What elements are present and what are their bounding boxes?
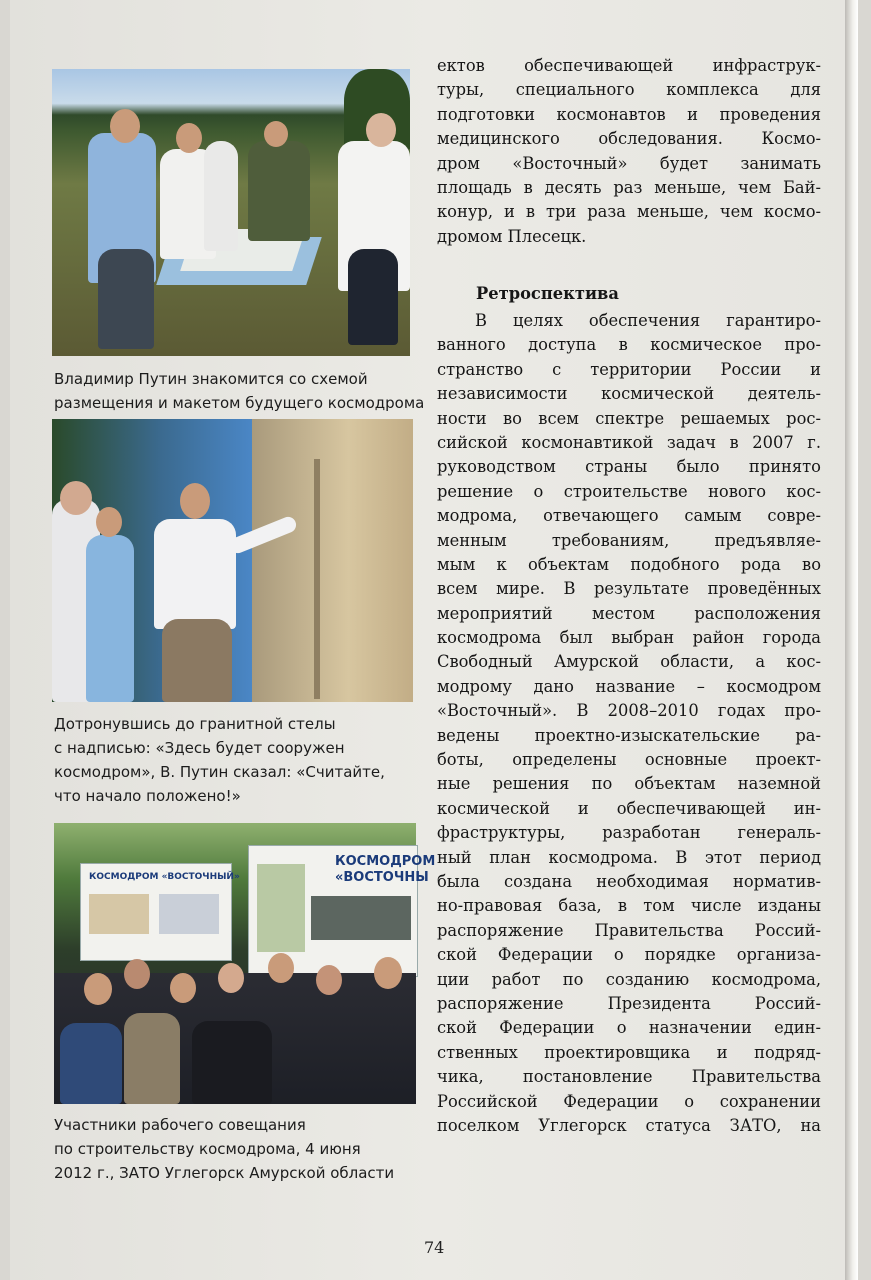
caption-line: Дотронувшись до гранитной стелы bbox=[54, 715, 336, 733]
caption-line: с надписью: «Здесь будет сооружен bbox=[54, 739, 345, 757]
photo-3-caption bbox=[54, 1113, 424, 1185]
text-line: была создана необходимая норматив- bbox=[437, 871, 821, 891]
text-line: чика, постановление Правительства bbox=[437, 1067, 821, 1087]
text-line: В целях обеспечения гарантиро- bbox=[475, 311, 821, 330]
text-line: мероприятий местом расположения bbox=[437, 603, 821, 623]
text-line: дромом Плесецк. bbox=[437, 226, 587, 246]
caption-line: Участники рабочего совещания bbox=[54, 1116, 306, 1134]
caption-line: по строительству космодрома, 4 июня bbox=[54, 1140, 361, 1158]
text-line: Российской Федерации о сохранении bbox=[437, 1091, 821, 1111]
page-number: 74 bbox=[424, 1238, 445, 1257]
section-heading: Ретроспектива bbox=[476, 284, 619, 303]
caption-line: космодром», В. Путин сказал: «Считайте, bbox=[54, 763, 385, 781]
text-line: ведены проектно-изыскательские ра- bbox=[437, 725, 821, 745]
text-line: космической и обеспечивающей ин- bbox=[437, 798, 821, 818]
text-line: космодрома был выбран район города bbox=[437, 628, 821, 648]
text-line: медицинского обследования. Космо- bbox=[437, 129, 821, 149]
text-line: менным требованиям, предъявляе- bbox=[437, 530, 821, 550]
text-line: ской Федерации о назначении един- bbox=[437, 1018, 821, 1038]
text-line: дром «Восточный» будет занимать bbox=[437, 153, 821, 173]
text-line: площадь в десять раз меньше, чем Бай- bbox=[437, 177, 821, 197]
text-line: руководством страны было принято bbox=[437, 457, 821, 477]
text-line: странство с территории России и bbox=[437, 359, 821, 379]
photo-putin-examining-layout bbox=[52, 69, 410, 356]
text-line: независимости космической деятель- bbox=[437, 384, 821, 404]
cosmodrome-board-left bbox=[80, 863, 240, 961]
text-line: решение о строительстве нового кос- bbox=[437, 481, 821, 501]
board-right-title-2: «ВОСТОЧНЫ bbox=[335, 870, 429, 885]
text-line: ный план космодрома. В этот период bbox=[437, 847, 821, 867]
photo-2-caption bbox=[54, 712, 424, 808]
text-line: конур, и в три раза меньше, чем космо- bbox=[437, 202, 821, 222]
text-line: распоряжение Президента Россий- bbox=[437, 993, 821, 1013]
board-right-title-1: КОСМОДРОМ bbox=[335, 854, 436, 869]
text-line: мым к объектам подобного рода во bbox=[437, 554, 821, 574]
caption-line: размещения и макетом будущего космодрома bbox=[54, 394, 425, 412]
text-line: модрома, отвечающего самым совре- bbox=[437, 506, 821, 526]
text-line: подготовки космонавтов и проведения bbox=[437, 104, 821, 124]
text-line: ской Федерации о порядке организа- bbox=[437, 945, 821, 965]
text-line: «Восточный». В 2008–2010 годах про- bbox=[437, 701, 821, 721]
text-line: боты, определены основные проект- bbox=[437, 750, 821, 770]
text-line: распоряжение Правительства Россий- bbox=[437, 920, 821, 940]
text-line: поселком Углегорск статуса ЗАТО, на bbox=[437, 1115, 821, 1135]
text-line: сийской космонавтикой задач в 2007 г. bbox=[437, 432, 821, 452]
text-line: ственных проектировщика и подряд- bbox=[437, 1042, 821, 1062]
photo-working-meeting bbox=[54, 823, 436, 1104]
intro-paragraph bbox=[437, 54, 821, 249]
text-line: ности во всем спектре решаемых рос- bbox=[437, 408, 821, 428]
page-edge bbox=[845, 0, 858, 1280]
text-line: ные решения по объектам наземной bbox=[437, 774, 821, 794]
photo-1-caption bbox=[54, 367, 424, 415]
text-line: Свободный Амурской области, а кос- bbox=[437, 652, 821, 672]
text-line: фраструктуры, разработан генераль- bbox=[437, 823, 821, 843]
text-line: модрому дано название – космодром bbox=[437, 676, 821, 696]
text-line: ции работ по созданию космодрома, bbox=[437, 969, 821, 989]
body-paragraph bbox=[437, 309, 821, 1138]
caption-line: 2012 г., ЗАТО Углегорск Амурской области bbox=[54, 1164, 395, 1182]
caption-line: что начало положено!» bbox=[54, 787, 241, 805]
text-line: ванного доступа в космическое про- bbox=[437, 335, 821, 355]
caption-line: Владимир Путин знакомится со схемой bbox=[54, 370, 368, 388]
board-left-title: КОСМОДРОМ «ВОСТОЧНЫЙ» bbox=[89, 872, 240, 882]
photo-putin-granite-stele bbox=[52, 419, 413, 702]
text-line: туры, специального комплекса для bbox=[437, 80, 821, 100]
text-line: но-правовая база, в том числе изданы bbox=[437, 896, 821, 916]
text-line: ектов обеспечивающей инфраструк- bbox=[437, 56, 821, 75]
text-line: всем мире. В результате проведённых bbox=[437, 579, 821, 599]
